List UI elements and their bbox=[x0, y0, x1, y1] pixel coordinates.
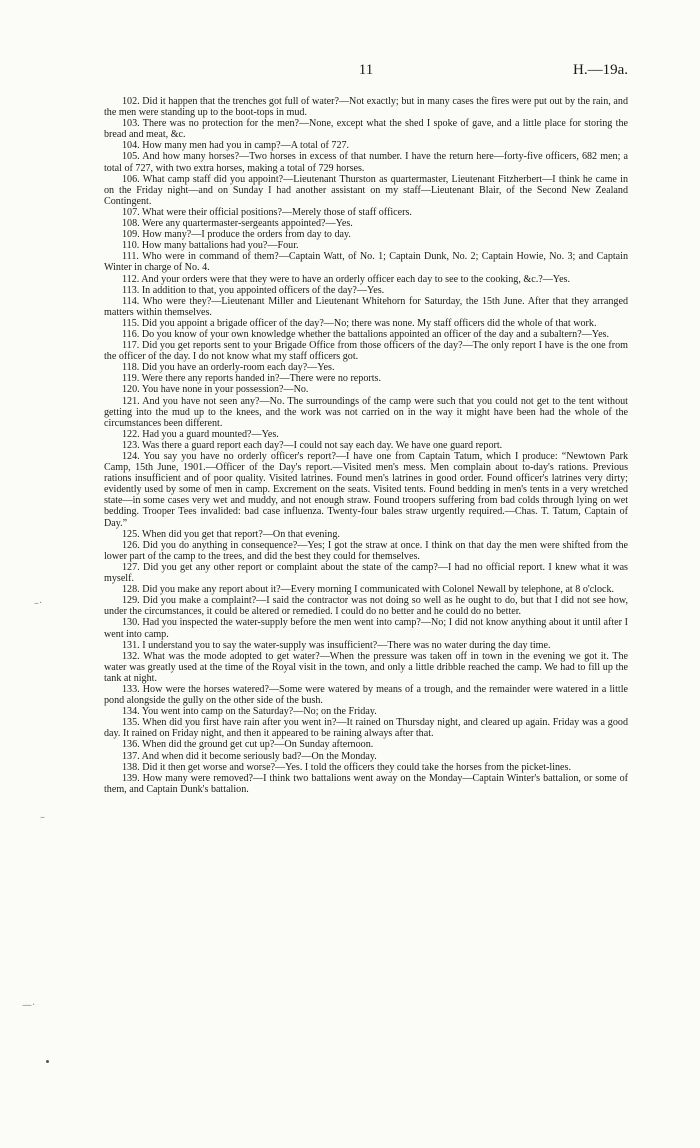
testimony-paragraph: 123. Was there a guard report each day?—I could not say each day. We have one guard report. bbox=[122, 439, 503, 451]
page-header bbox=[104, 62, 628, 82]
testimony-paragraph: 114. Who were they?—Lieutenant Miller and Lieutenant Whitehorn for Saturday, the 15th June. After that they arranged matters within themselves. bbox=[104, 295, 628, 318]
testimony-paragraph: 111. Who were in command of them?—Captain Watt, of No. 1; Captain Dunk, No. 2; Captain Howie, No. 3; and Captain Winter in charge of No. 4. bbox=[104, 251, 628, 274]
testimony-paragraph: 130. Had you inspected the water-supply before the men went into camp?—No; I did not know anything about it until after I went into camp. bbox=[104, 617, 628, 640]
page-number: 11 bbox=[358, 62, 374, 78]
margin-mark: – bbox=[40, 812, 45, 823]
testimony-paragraph: 139. How many were removed?—I think two battalions went away on the Monday—Captain Winter's battalion, or some of them, and Captain Dunk's battalion. bbox=[104, 772, 628, 795]
testimony-paragraph: 104. How many men had you in camp?—A total of 727. bbox=[122, 140, 350, 152]
testimony-paragraph: 106. What camp staff did you appoint?—Lieutenant Thurston as quartermaster, Lieutenant Fitzherbert—I think he came in on the Friday night—and on Sunday I had another assistant on my staff—Lieutenant Blair, of the Second New Zealand Contingent. bbox=[104, 173, 628, 207]
testimony-paragraph: 122. Had you a guard mounted?—Yes. bbox=[122, 428, 279, 440]
testimony-paragraph: 109. How many?—I produce the orders from day to day. bbox=[122, 229, 351, 241]
testimony-paragraph: 134. You went into camp on the Saturday?—No; on the Friday. bbox=[122, 706, 377, 718]
testimony-paragraph: 121. And you have not seen any?—No. The surroundings of the camp were such that you could not get to the tent without getting into the mud up to the knees, and the work was not carried on in the way it might have been had the whole of the circumstances been different. bbox=[104, 395, 628, 429]
testimony-paragraph: 120. You have none in your possession?—No. bbox=[122, 384, 309, 396]
testimony-paragraph: 129. Did you make a complaint?—I said the contractor was not doing so well as he ought to do, but that I did not see how, under the circumstances, it could be altered or remedied. I could do no better and he could do no better. bbox=[104, 595, 628, 618]
testimony-paragraph: 137. And when did it become seriously bad?—On the Monday. bbox=[122, 750, 377, 762]
document-code: H.—19a. bbox=[573, 62, 628, 78]
testimony-paragraph: 133. How were the horses watered?—Some were watered by means of a trough, and the remainder were watered in a little pond alongside the gully on the other side of the bush. bbox=[104, 683, 628, 707]
testimony-paragraph: 135. When did you first have rain after you went in?—It rained on Thursday night, and cleared up again. Friday was a good day. It rained on Friday night, and then it appeared to be raining always after that. bbox=[104, 717, 628, 740]
testimony-paragraph: 107. What were their official positions?—Merely those of staff officers. bbox=[122, 206, 412, 218]
testimony-paragraph: 128. Did you make any report about it?—Every morning I communicated with Colonel Newall by telephone, at 8 o'clock. bbox=[122, 584, 615, 596]
testimony-body bbox=[104, 96, 628, 795]
margin-dot bbox=[46, 1060, 49, 1063]
testimony-paragraph: 118. Did you have an orderly-room each day?—Yes. bbox=[122, 362, 335, 374]
testimony-paragraph: 132. What was the mode adopted to get water?—When the pressure was taken off in town in the evening we got it. The water was greatly used at the time of the Royal visit in the town, and only a little dribble reached the camp. We had to fill up the tank at night. bbox=[104, 650, 628, 684]
testimony-paragraph: 125. When did you get that report?—On that evening. bbox=[122, 528, 340, 540]
testimony-paragraph: 117. Did you get reports sent to your Brigade Office from those officers of the day?—The only report I have is the one from the officer of the day. I do not know what my staff officers got. bbox=[104, 340, 628, 363]
testimony-paragraph: 131. I understand you to say the water-supply was insufficient?—There was no water during the day time. bbox=[122, 639, 551, 651]
testimony-paragraph: 124. You say you have no orderly officer's report?—I have one from Captain Tatum, which I produce: “Newtown Park Camp, 15th June, 1901.—Officer of the Day's report.—Visited men's mess. Men complain about to-day's rations. Previous rations insufficient and of poor quality. Visited latrines. Found men's latrines in good order. Found officer's latrines very dirty; evidently used by some of men in camp. Excrement on the seats. Visited tents. Found bedding in men's tents in a very wretched state—in some cases very wet and muddy, and not enough straw. Found troopers suffering from bad colds through lying on wet bedding. Trooper Tees invalided: bad case influenza. Twenty-four bales straw urgently required.—Chas. T. Tatum, Captain of Day.” bbox=[104, 451, 628, 529]
testimony-paragraph: 103. There was no protection for the men?—None, except what the shed I spoke of gave, and a little place for storing the bread and meat, &c. bbox=[104, 118, 628, 141]
testimony-paragraph: 127. Did you get any other report or complaint about the state of the camp?—I had no official report. I knew what it was myself. bbox=[104, 561, 628, 585]
testimony-paragraph: 113. In addition to that, you appointed officers of the day?—Yes. bbox=[122, 284, 385, 296]
testimony-paragraph: 105. And how many horses?—Two horses in excess of that number. I have the return here—forty-five officers, 682 men; a total of 727, with two extra horses, making a total of 729 horses. bbox=[104, 151, 628, 174]
testimony-paragraph: 138. Did it then get worse and worse?—Yes. I told the officers they could take the horses from the picket-lines. bbox=[122, 761, 571, 773]
testimony-paragraph: 102. Did it happen that the trenches got full of water?—Not exactly; but in many cases the fires were put out by the rain, and the men were standing up to the boot-tops in mud. bbox=[104, 96, 628, 119]
testimony-paragraph: 112. And your orders were that they were to have an orderly officer each day to see to the cooking, &c.?—Yes. bbox=[122, 273, 571, 285]
testimony-paragraph: 116. Do you know of your own knowledge whether the battalions appointed an officer of the day and a subaltern?—Yes. bbox=[122, 328, 610, 340]
margin-mark: –· bbox=[34, 598, 43, 609]
testimony-paragraph: 119. Were there any reports handed in?—There were no reports. bbox=[122, 373, 381, 385]
margin-mark: —· bbox=[22, 1000, 36, 1011]
testimony-paragraph: 136. When did the ground get cut up?—On Sunday afternoon. bbox=[122, 739, 374, 751]
testimony-paragraph: 108. Were any quartermaster-sergeants appointed?—Yes. bbox=[122, 218, 353, 230]
testimony-paragraph: 115. Did you appoint a brigade officer of the day?—No; there was none. My staff officers did the whole of that work. bbox=[122, 317, 597, 329]
testimony-paragraph: 126. Did you do anything in consequence?—Yes; I got the straw at once. I think on that day the men were shifted from the lower part of the camp to the trees, and did the best they could for themselves. bbox=[104, 539, 628, 562]
testimony-paragraph: 110. How many battalions had you?—Four. bbox=[122, 240, 299, 252]
